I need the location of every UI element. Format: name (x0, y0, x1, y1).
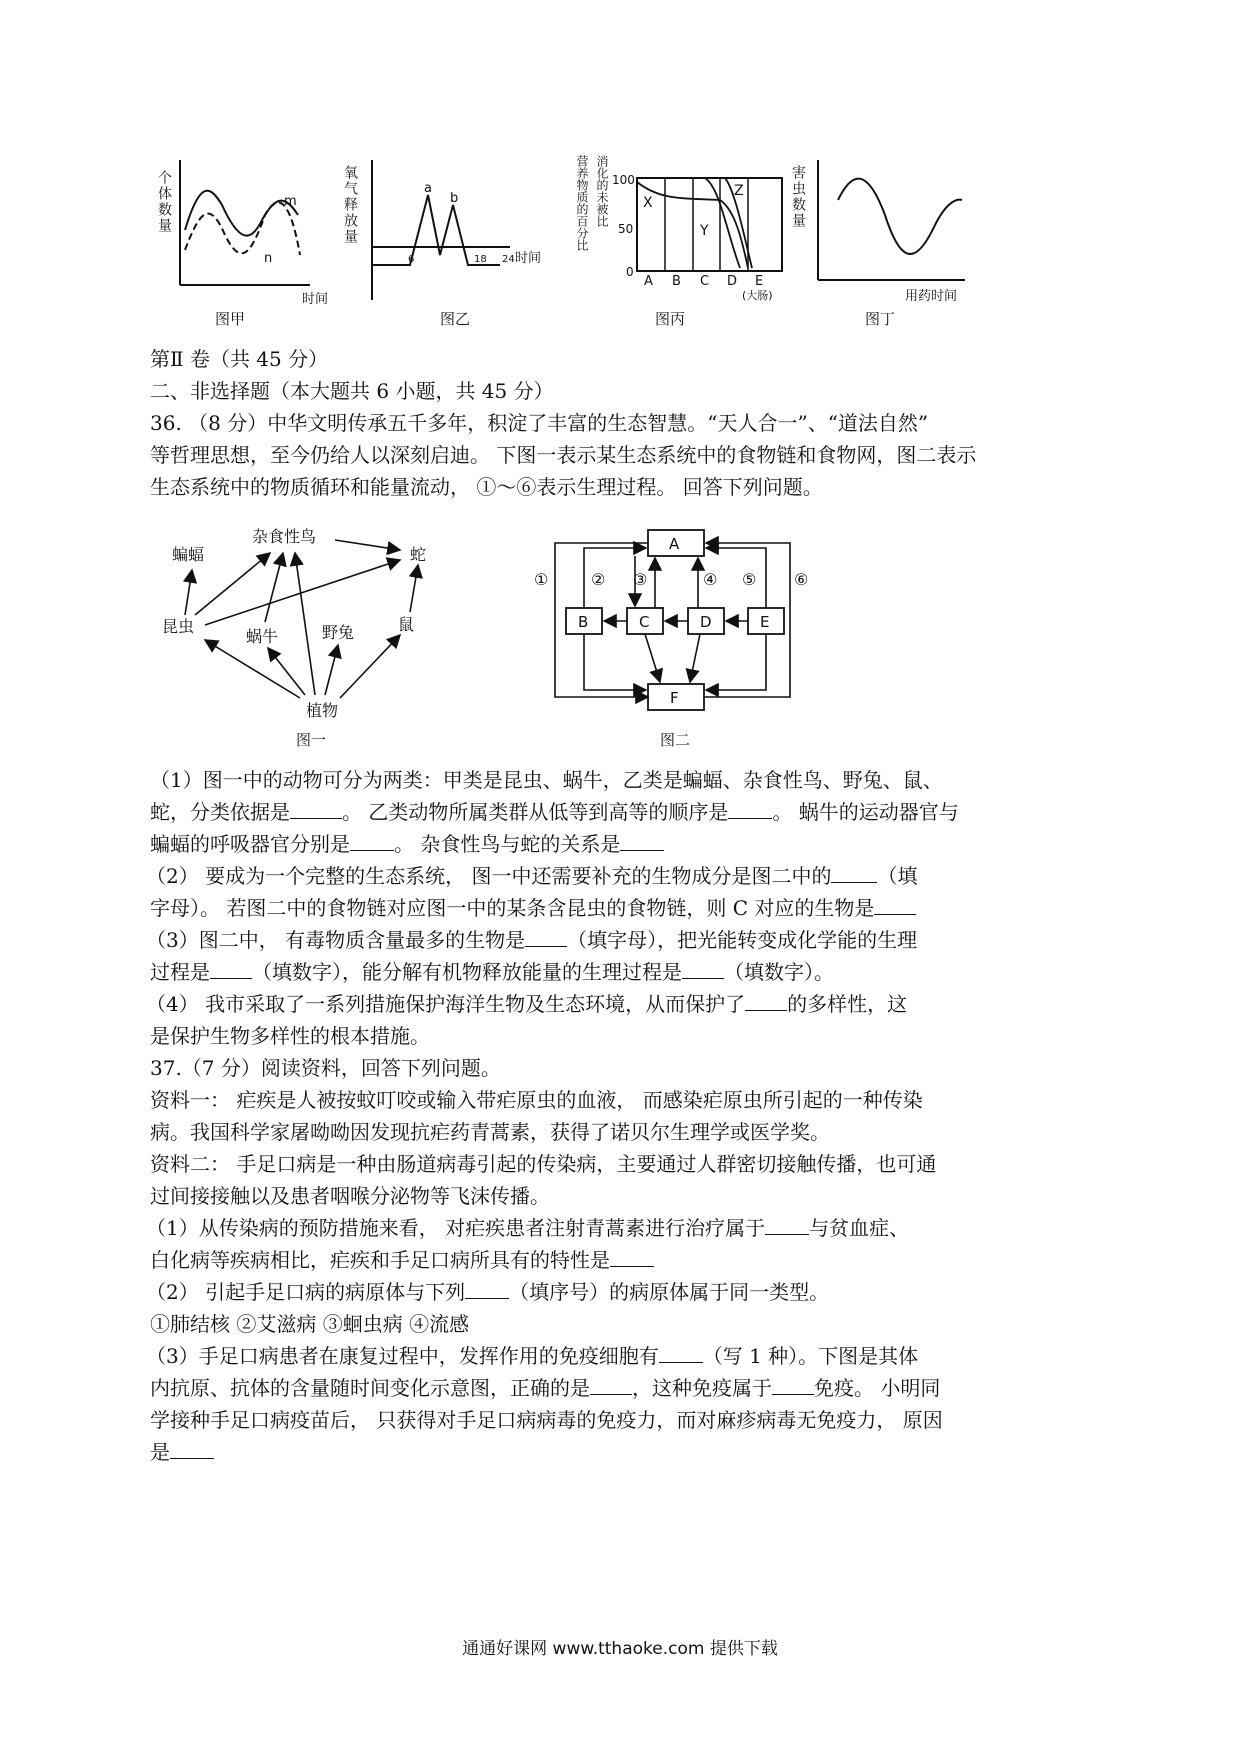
bing-x-a: A (644, 274, 653, 289)
q37-sub2-line (146, 1277, 829, 1307)
text: 是 (150, 1440, 170, 1464)
bing-tick-0: 0 (626, 265, 634, 279)
text: （3）图二中， 有毒物质含量最多的生物是 (146, 928, 526, 952)
answer-blank[interactable] (350, 832, 394, 851)
bing-x-c: C (700, 274, 710, 289)
yi-caption: 图乙 (440, 310, 471, 328)
q37-sub1-line-1 (146, 1213, 909, 1243)
ding-xlabel: 用药时间 (905, 289, 958, 304)
page-footer: 通通好课网 www.tthaoke.com 提供下载 (462, 1639, 778, 1659)
ding-curve (838, 179, 962, 254)
text: ，这种免疫属于 (632, 1376, 772, 1400)
jia-curve-n (185, 202, 300, 255)
q36-sub1-line-3 (150, 829, 664, 859)
q36-sub2-line-2 (150, 893, 916, 923)
text: （2） 引起手足口病的病原体与下列 (146, 1280, 466, 1304)
box-a-label: A (669, 535, 680, 553)
answer-blank[interactable] (210, 960, 252, 979)
q37-sub3-line-3: 学接种手足口病疫苗后， 只获得对手足口病病毒的免疫力，而对麻疹病毒无免疫力， 原因 (150, 1408, 943, 1432)
box-c-label: C (639, 613, 650, 631)
q36-line-1: 36. （8 分）中华文明传承五千多年，积淀了丰富的生态智慧。“天人合一”、“道法自然” (150, 411, 929, 435)
answer-blank[interactable] (728, 800, 772, 819)
q36-sub1-line-1: （1）图一中的动物可分为两类：甲类是昆虫、蜗牛，乙类是蝙蝠、杂食性鸟、野兔、鼠、 (150, 768, 943, 792)
text: 。 乙类动物所属类群从低等到高等的顺序是 (342, 800, 729, 824)
yi-tick-6: 6 (408, 254, 415, 265)
food-web-caption: 图一 (296, 731, 327, 749)
jia-label-n: n (264, 251, 273, 266)
figure-jia (156, 160, 328, 328)
text: 内抗原、抗体的含量随时间变化示意图，正确的是 (150, 1376, 590, 1400)
food-web (162, 527, 426, 749)
answer-blank[interactable] (590, 1376, 632, 1395)
text: （2） 要成为一个完整的生态系统， 图一中还需要补充的生物成分是图二中的 (146, 864, 832, 888)
node-zhiwu: 植物 (306, 701, 339, 720)
jia-caption: 图甲 (215, 310, 246, 328)
q37-sub3-line-2 (150, 1373, 940, 1403)
answer-blank[interactable] (465, 1280, 509, 1299)
text: 的多样性，这 (787, 992, 908, 1016)
bing-label-z: Z (734, 183, 744, 199)
q37-sub3-line-4 (150, 1437, 214, 1467)
process-4: ④ (703, 570, 718, 589)
ding-ylabel: 害虫数量 (790, 165, 806, 229)
jia-curve-m (185, 191, 298, 236)
jia-xlabel: 时间 (302, 292, 329, 307)
cycle-diagram (534, 530, 808, 749)
text: （写 1 种）。下图是其体 (702, 1344, 919, 1368)
part-heading: 二、非选择题（本大题共 6 小题，共 45 分） (150, 379, 554, 403)
q37-options: ①肺结核 ②艾滋病 ③蛔虫病 ④流感 (150, 1312, 470, 1336)
text: （填字母），把光能转变成化学能的生理 (567, 928, 918, 952)
answer-blank[interactable] (772, 1376, 814, 1395)
q37-sub1-line-2 (150, 1245, 654, 1275)
text: （填数字）。 (724, 960, 834, 984)
text: （填序号）的病原体属于同一类型。 (509, 1280, 830, 1304)
node-zashi: 杂食性鸟 (252, 527, 317, 546)
bing-caption: 图丙 (655, 310, 686, 328)
cycle-caption: 图二 (660, 731, 691, 749)
yi-ylabel: 氧气释放量 (342, 165, 358, 245)
text: 蝙蝠的呼吸器官分别是 (150, 832, 350, 856)
process-3: ③ (633, 570, 648, 589)
bing-label-y: Y (700, 223, 709, 239)
text: 。 蜗牛的运动器官与 (772, 800, 959, 824)
q36-sub3-line-2 (150, 957, 834, 987)
yi-peak-b: b (450, 191, 459, 206)
bing-x-d: D (727, 274, 738, 289)
ding-caption: 图丁 (865, 310, 896, 328)
bing-label-x: X (643, 195, 653, 211)
volume-heading: 第Ⅱ 卷（共 45 分） (150, 347, 329, 371)
answer-blank[interactable] (745, 992, 787, 1011)
q36-sub1-line-2 (150, 797, 959, 827)
top-figures (0, 0, 1240, 340)
answer-blank[interactable] (610, 1248, 654, 1267)
bing-x-b: B (672, 274, 681, 289)
text: 。 杂食性鸟与蛇的关系是 (394, 832, 621, 856)
process-2: ② (591, 570, 606, 589)
text: （填数字），能分解有机物释放能量的生理过程是 (252, 960, 682, 984)
text: 过程是 (150, 960, 210, 984)
answer-blank[interactable] (620, 832, 664, 851)
node-shu: 鼠 (398, 615, 415, 634)
text: 蛇，分类依据是 (150, 800, 290, 824)
node-kunchong: 昆虫 (162, 617, 195, 636)
box-d-label: D (700, 613, 712, 631)
box-b-label: B (578, 613, 589, 631)
yi-peak-a: a (424, 181, 432, 196)
text: （填 (877, 864, 918, 888)
answer-blank[interactable] (831, 864, 877, 883)
process-1: ① (534, 570, 549, 589)
answer-blank[interactable] (765, 1216, 809, 1235)
figure-bing (575, 154, 782, 328)
answer-blank[interactable] (874, 896, 916, 915)
box-f-label: F (670, 689, 679, 707)
answer-blank[interactable] (290, 800, 342, 819)
node-she: 蛇 (410, 545, 427, 564)
yi-xlabel: 时间 (515, 251, 542, 266)
bing-tick-50: 50 (618, 222, 634, 236)
bing-ylabel2: 消化的未被比 (595, 155, 609, 227)
bing-ylabel: 营养物质的百分比 (575, 155, 589, 251)
text: （4） 我市采取了一系列措施保护海洋生物及生态环境，从而保护了 (146, 992, 746, 1016)
bing-tick-100: 100 (612, 173, 635, 187)
jia-label-m: m (284, 194, 297, 209)
q36-sub2-line-1 (146, 861, 917, 891)
q37-material2-line-2: 过间接接触以及患者咽喉分泌物等飞沫传播。 (150, 1184, 550, 1208)
yi-tick-24: 24 (502, 254, 515, 265)
node-yetu: 野兔 (322, 623, 355, 642)
text: （1）从传染病的预防措施来看， 对疟疾患者注射青蒿素进行治疗属于 (146, 1216, 766, 1240)
q37-sub3-line-1 (146, 1341, 918, 1371)
q36-line-3: 生态系统中的物质循环和能量流动， ①～⑥表示生理过程。 回答下列问题。 (150, 475, 823, 499)
q37-line-1: 37.（7 分）阅读资料，回答下列问题。 (150, 1056, 501, 1080)
q37-material1-line-2: 病。我国科学家屠呦呦因发现抗疟药青蒿素，获得了诺贝尔生理学或医学奖。 (150, 1120, 830, 1144)
jia-ylabel: 个体数量 (156, 170, 172, 234)
text: 与贫血症、 (809, 1216, 910, 1240)
text: （3）手足口病患者在康复过程中，发挥作用的免疫细胞有 (146, 1344, 659, 1368)
process-5: ⑤ (742, 570, 757, 589)
process-6: ⑥ (794, 570, 809, 589)
yi-tick-18: 18 (474, 254, 487, 265)
text: 白化病等疾病相比，疟疾和手足口病所具有的特性是 (150, 1248, 610, 1272)
bing-x-e: E (755, 274, 764, 289)
answer-blank[interactable] (682, 960, 724, 979)
text: 字母）。 若图二中的食物链对应图一中的某条含昆虫的食物链，则 C 对应的生物是 (150, 896, 875, 920)
figure-ding (790, 160, 965, 328)
q36-figures (0, 520, 1240, 755)
answer-blank[interactable] (170, 1440, 214, 1459)
q36-sub4-line-1 (146, 989, 907, 1019)
q36-sub3-line-1 (146, 925, 917, 955)
bing-x-note: (大肠) (742, 289, 773, 302)
box-e-label: E (760, 613, 770, 631)
q37-material1-line-1: 资料一： 疟疾是人被按蚊叮咬或输入带疟原虫的血液， 而感染疟原虫所引起的一种传染 (150, 1088, 923, 1112)
answer-blank[interactable] (525, 928, 567, 947)
text: 免疫。 小明同 (814, 1376, 941, 1400)
node-bianfu: 蝙蝠 (172, 545, 205, 564)
q36-line-2: 等哲理思想，至今仍给人以深刻启迪。 下图一表示某生态系统中的食物链和食物网，图二表示 (150, 443, 977, 467)
node-woniu: 蜗牛 (246, 627, 279, 646)
q36-sub4-line-2: 是保护生物多样性的根本措施。 (150, 1024, 430, 1048)
q37-material2-line-1: 资料二： 手足口病是一种由肠道病毒引起的传染病，主要通过人群密切接触传播，也可通 (150, 1152, 937, 1176)
answer-blank[interactable] (659, 1344, 703, 1363)
figure-yi (342, 160, 541, 328)
